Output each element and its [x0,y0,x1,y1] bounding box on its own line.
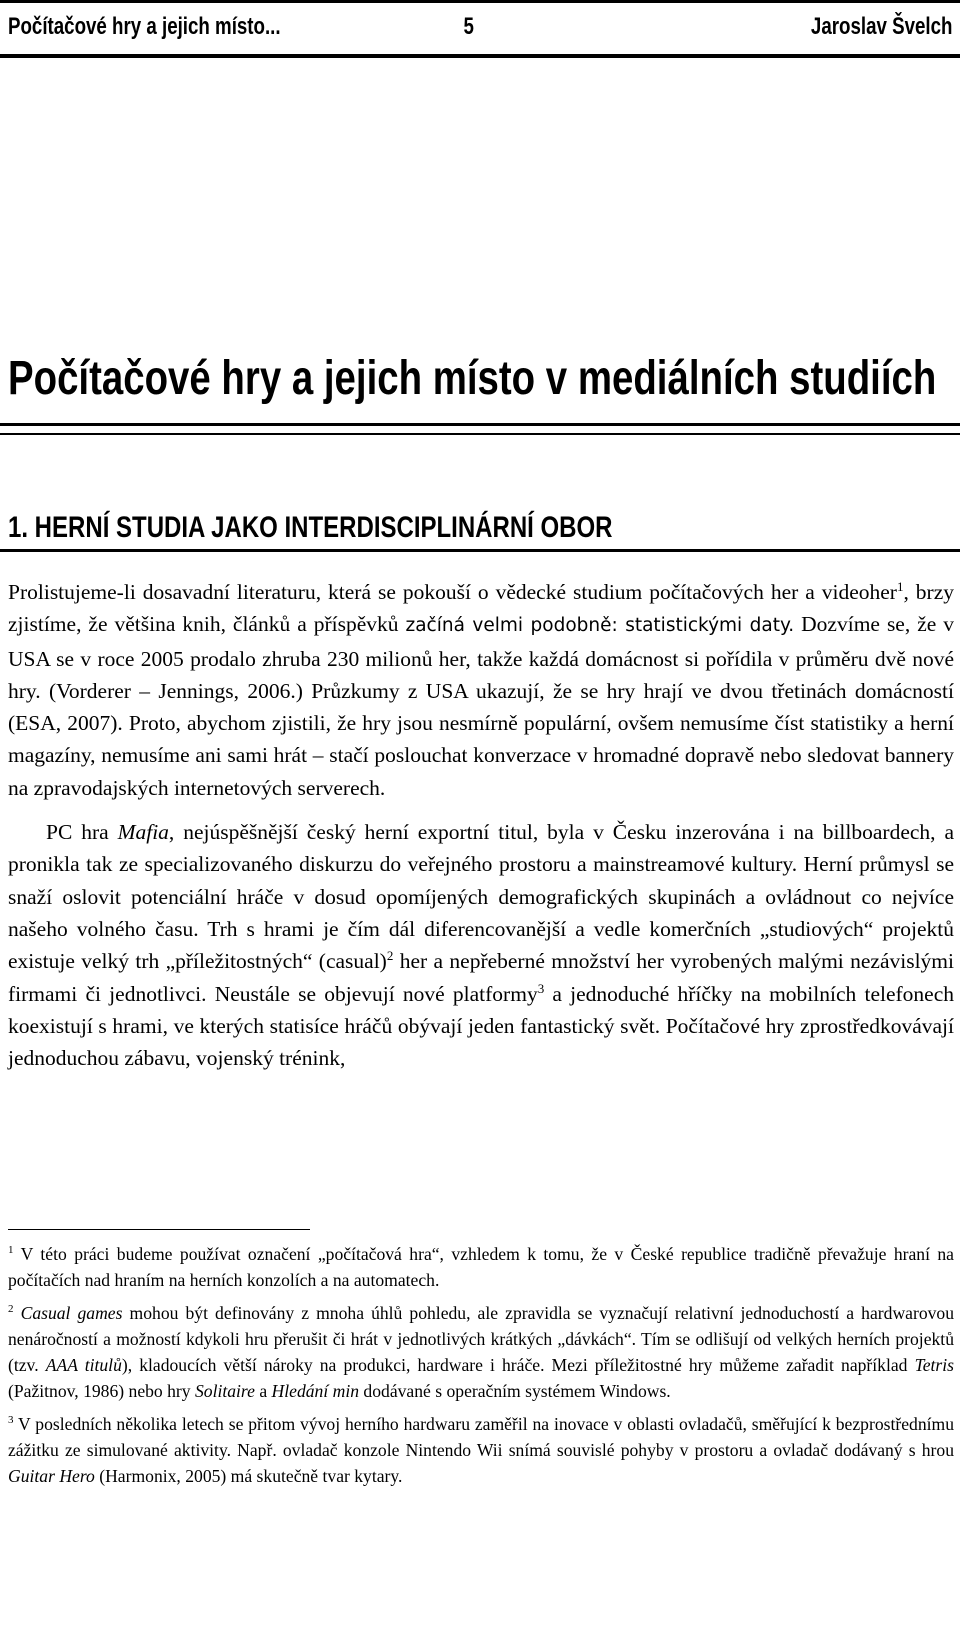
p2-text-cont: , nejúspěšnější český herní exportní titul, byla v Česku inzerována i na billboardech, a pronikla tak ze specializovaného diskurzu do veřejného prostoru a mainstreamové kultury. Herní průmysl se snaží oslovit potenciální hráče v dosud opomíjených demografických skupinách a ovládnout co nejvíce našeho volného času. Trh s hrami je čím dál diferencovanější a vedle komerčních „studiových“ projektů existuje velký trh „příležitostných“ (casual) [8,820,954,974]
footnote-2-text-cont4: dodávané s operačním systémem Windows. [359,1381,671,1402]
title-rule-secondary [0,433,960,435]
footnote-1 [8,1241,954,1294]
footnote-2-casual: Casual games [20,1302,123,1323]
paragraph-1 [8,576,954,804]
footnote-3-text: V posledních několika letech se přitom vývoj herního hardwaru zaměřil na inovace v oblasti ovladačů, směřující k bezprostřednímu zážitku ze simulované aktivity. Např. ovladač konzole Nintendo Wii snímá souvislé pohyby v prostoru a ovladač dodávaný s hrou [8,1413,954,1461]
p1-sans-text: začíná velmi podobně: statistickými daty. [405,615,795,637]
footnote-1-text: V této práci budeme používat označení „počítačová hra“, vzhledem k tomu, že v České republice tradičně převažuje hraní na počítačích nad hraním na herních konzolích a na automatech. [8,1244,954,1291]
page-title: Počítačové hry a jejich místo v mediálních studiích [8,352,937,405]
footnotes [8,1241,954,1496]
p1-text-cont: , brzy zjistíme, že většina knih, článků a příspěvků [8,580,954,637]
footnote-2-text-cont3: a [254,1381,272,1402]
footnote-2-aaa: AAA titulů [45,1355,122,1376]
section-rule [0,549,960,552]
footnote-ref-2: 2 [386,948,394,964]
footnote-2-text-cont2: (Pažitnov, 1986) nebo hry [8,1381,195,1402]
running-header-title: Počítačové hry a jejich místo... [8,13,281,40]
footnote-2-text-cont: ), kladoucích větší nároky na produkci, hardware i hráče. Mezi příležitostné hry můžeme zařadit například [121,1355,915,1376]
footnote-3-text-cont: (Harmonix, 2005) má skutečně tvar kytary. [94,1466,403,1487]
p2-text-cont3: a jednoduché hříčky na mobilních telefonech koexistují s hrami, ve kterých statisíce hráčů obývají jeden fantastický svět. Počítačové hry zprostředkovávají jednoduchou zábavu, vojenský trénink, [8,981,955,1071]
footnote-ref-3: 3 [537,980,545,996]
p2-text: PC hra [46,820,118,845]
p1-stats-text: Dozvíme se, že v USA se v roce 2005 prodalo zhruba 230 milionů her, takže každá domácnost si pořídila v průměru dvě nové hry. (Vorderer – Jennings, 2006.) Průzkumy z USA ukazují, že se hry hrají ve dvou třetinách domácností (ESA, 2007). [8,612,955,736]
title-rule [0,423,960,426]
footnote-ref-1: 1 [896,579,904,594]
p1-closing-text: Proto, abychom zjistili, že hry jsou nesmírně populární, ovšem nemusíme číst statistiky a herní magazíny, nemusíme ani sami hrát – stačí poslouchat konverzace v hromadné dopravě nebo sledovat bannery na zpravodajských internetových serverech. [8,711,955,800]
footnote-2-tetris: Tetris [914,1355,955,1376]
footnote-2-solitaire: Solitaire [194,1381,255,1402]
footnote-1-number: 1 [8,1244,14,1256]
running-header-author: Jaroslav Švelch [810,13,952,40]
section-heading: 1. HERNÍ STUDIA JAKO INTERDISCIPLINÁRNÍ OBOR [8,511,613,544]
footnote-separator [8,1229,310,1230]
footnote-2-hledani: Hledání min [271,1381,360,1402]
footnote-2-text: mohou být definovány z mnoha úhlů pohledu, ale zpravidla se vyznačují relativní jednoduchostí a hardwarovou nenáročností a možností kdykoli hru přerušit či hrát v jednotlivých krátkých „dávkách“. Tím se odlišují od velkých herních projektů (tzv. [8,1302,955,1376]
running-header [0,0,960,58]
p2-text-cont2: her a nepřeberné množství her vyrobených malými nezávislými firmami či jednotlivci. Neustále se objevují nové platformy [8,949,955,1006]
p1-text: Prolistujeme-li dosavadní literaturu, která se pokouší o vědecké studium počítačových her a videoher [8,580,897,604]
page-number: 5 [463,13,474,40]
p2-mafia-title: Mafia [117,820,169,845]
footnote-3 [8,1411,954,1490]
paragraph-2 [8,816,954,1074]
footnote-2-number: 2 [8,1302,14,1315]
footnote-3-number: 3 [8,1413,14,1426]
footnote-2 [8,1300,954,1405]
body-text [8,576,954,1074]
footnote-3-guitar-hero: Guitar Hero [8,1466,95,1487]
